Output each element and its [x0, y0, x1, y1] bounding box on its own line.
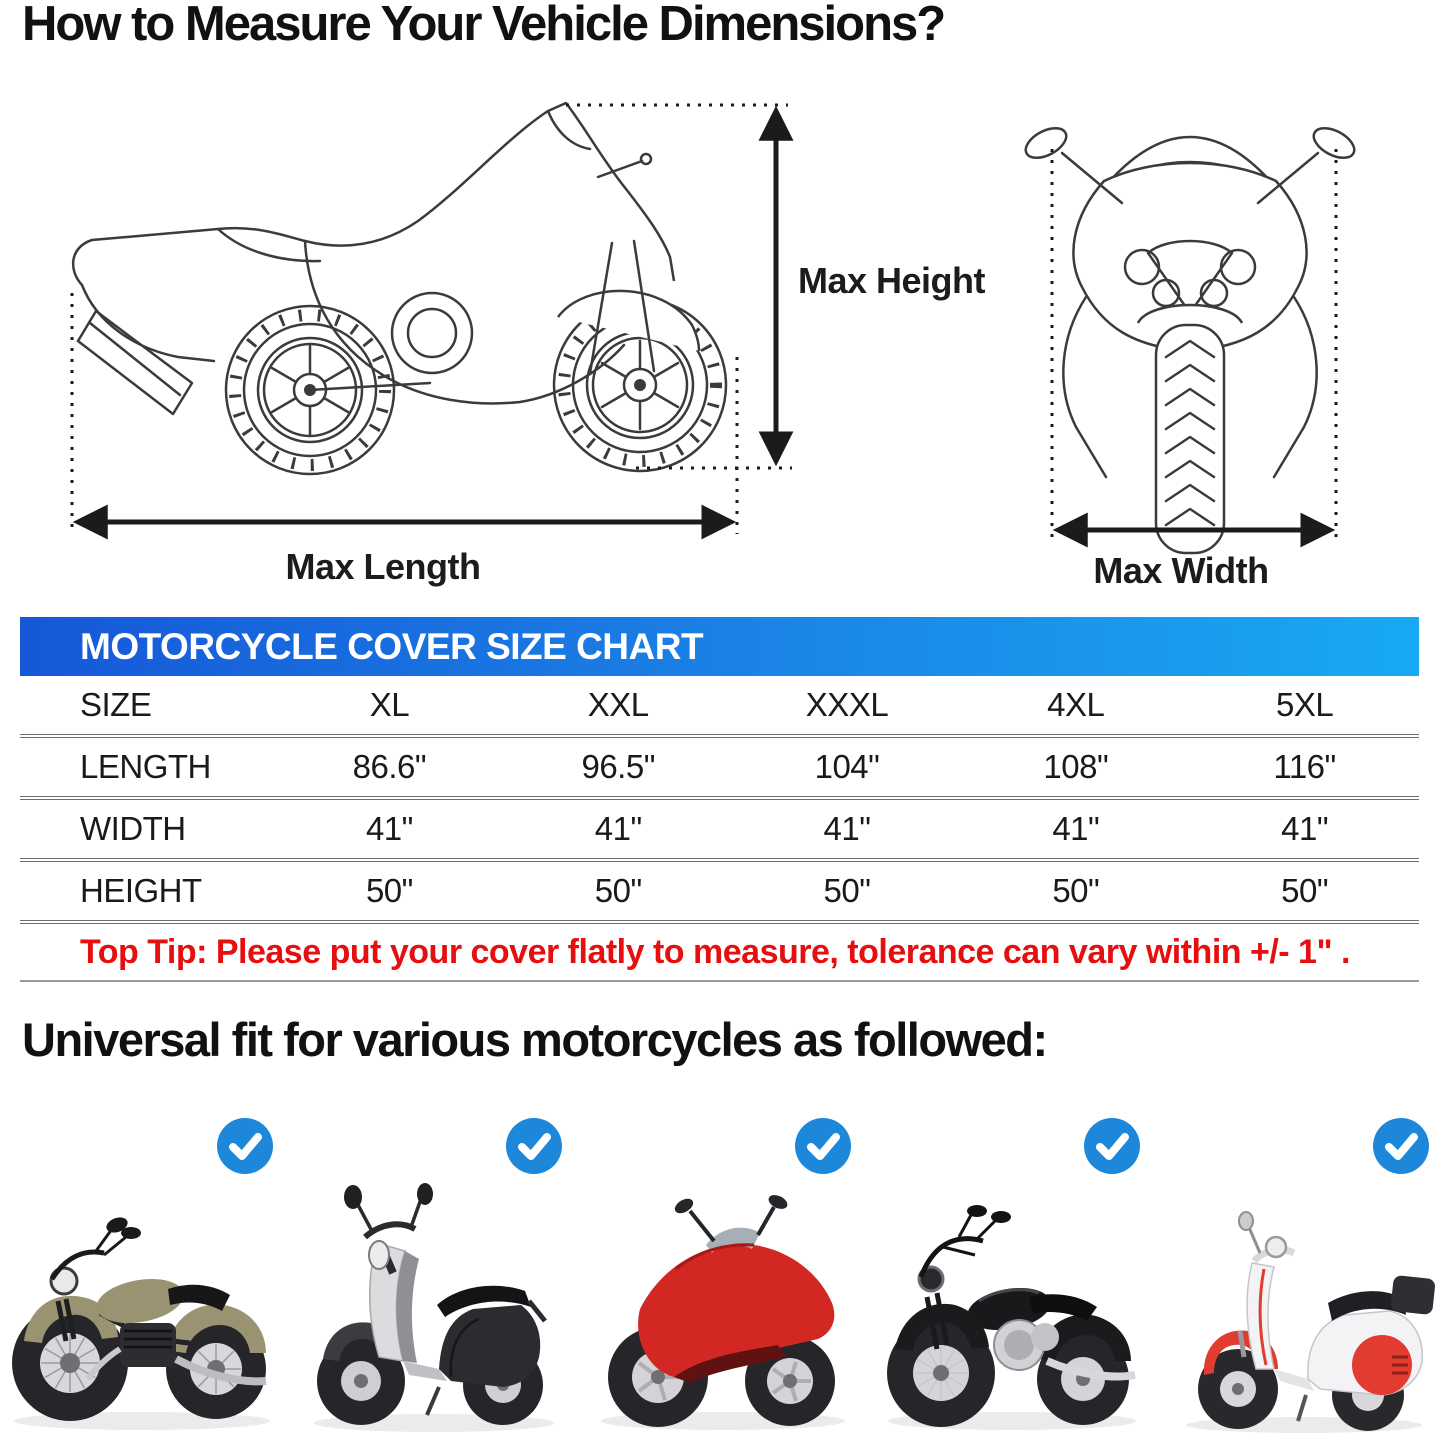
- vintage-scooter-red-white-image: [1156, 1181, 1445, 1433]
- table-cell: 41": [365, 810, 413, 847]
- max-width-label: Max Width: [1093, 550, 1269, 591]
- table-cell: 41": [594, 810, 642, 847]
- gallery-item-vintage-scooter: [1156, 1098, 1445, 1433]
- column-header: SIZE: [80, 686, 152, 723]
- row-label: LENGTH: [80, 748, 211, 785]
- table-cell: 108": [1043, 748, 1109, 785]
- row-label: WIDTH: [80, 810, 186, 847]
- table-cell: 50": [594, 872, 642, 909]
- column-header: 4XL: [1047, 686, 1105, 723]
- check-icon: [1373, 1118, 1429, 1174]
- table-cell: 104": [814, 748, 880, 785]
- gallery-item-scooter: [289, 1098, 578, 1433]
- section-title-universal-fit: Universal fit for various motorcycles as followed:: [22, 1013, 1047, 1066]
- table-cell: 50": [1052, 872, 1100, 909]
- check-icon: [217, 1118, 273, 1174]
- column-header: XXXL: [805, 686, 889, 723]
- check-icon: [1084, 1118, 1140, 1174]
- check-icon: [506, 1118, 562, 1174]
- gallery-item-cruiser-black: [867, 1098, 1156, 1433]
- fit-gallery: [0, 1098, 1445, 1433]
- table-cell: 50": [823, 872, 871, 909]
- table-cell: 96.5": [581, 748, 655, 785]
- page-title: How to Measure Your Vehicle Dimensions?: [22, 0, 945, 51]
- row-label: HEIGHT: [80, 872, 202, 909]
- scooter-gray-image: [289, 1181, 578, 1433]
- table-cell: 50": [365, 872, 413, 909]
- measurement-diagram: [0, 85, 1445, 610]
- measure-tip: Top Tip: Please put your cover flatly to measure, tolerance can vary within +/- 1" .: [20, 924, 1419, 982]
- table-row-height: [20, 862, 1419, 924]
- gallery-item-cruiser-olive: [0, 1098, 289, 1433]
- table-cell: 41": [1281, 810, 1329, 847]
- sport-bike-red-image: [578, 1181, 867, 1433]
- column-header: XL: [369, 686, 410, 723]
- column-header: 5XL: [1275, 686, 1334, 723]
- max-height-label: Max Height: [798, 260, 986, 301]
- table-cell: 41": [823, 810, 871, 847]
- table-row-width: [20, 800, 1419, 862]
- table-cell: 41": [1052, 810, 1100, 847]
- motorcycle-front-outline: [1021, 122, 1359, 553]
- table-cell: 50": [1281, 872, 1329, 909]
- table-cell: 116": [1273, 748, 1336, 785]
- table-row-size: [20, 676, 1419, 738]
- cruiser-motorcycle-olive-image: [0, 1181, 289, 1433]
- size-chart-header: MOTORCYCLE COVER SIZE CHART: [20, 617, 1419, 676]
- max-length-label: Max Length: [285, 546, 481, 587]
- size-chart-table: [20, 617, 1419, 982]
- motorcycle-side-outline: [73, 103, 726, 474]
- column-header: XXL: [587, 686, 649, 723]
- cruiser-motorcycle-black-image: [867, 1181, 1156, 1433]
- table-cell: 86.6": [352, 748, 427, 785]
- check-icon: [795, 1118, 851, 1174]
- gallery-item-sport-bike: [578, 1098, 867, 1433]
- table-row-length: [20, 738, 1419, 800]
